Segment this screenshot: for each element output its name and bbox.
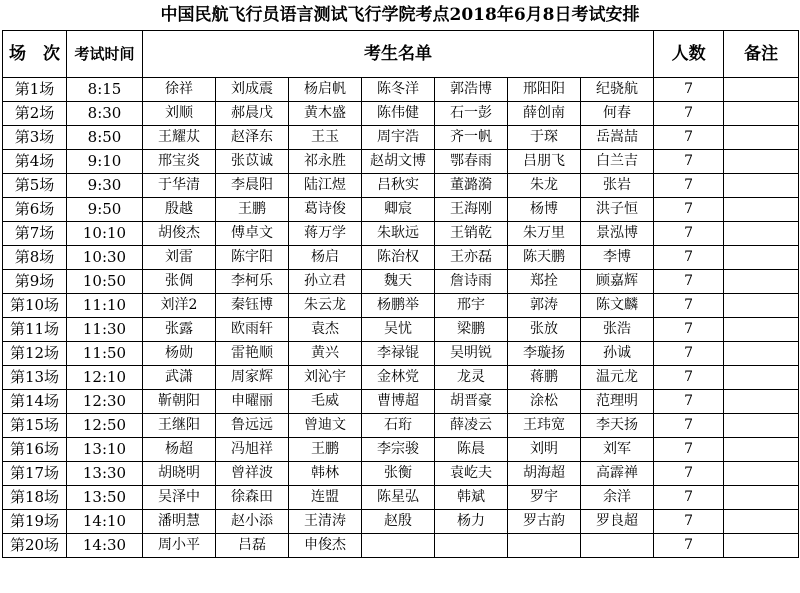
candidate-name-cell: 赵殷 (362, 510, 435, 534)
candidate-name-cell: 胡海超 (508, 462, 581, 486)
candidate-name-cell: 秦钰博 (216, 294, 289, 318)
candidate-name-cell: 赵泽东 (216, 126, 289, 150)
candidate-name-cell: 郭浩博 (435, 78, 508, 102)
candidate-name-cell: 雷艳顺 (216, 342, 289, 366)
candidate-name-cell: 刘顺 (143, 102, 216, 126)
candidate-name-cell: 王继阳 (143, 414, 216, 438)
table-row (3, 294, 799, 318)
table-row (3, 438, 799, 462)
table-row (3, 246, 799, 270)
candidate-name-cell: 张苡诚 (216, 150, 289, 174)
table-row (3, 222, 799, 246)
candidate-name-cell: 涂松 (508, 390, 581, 414)
candidate-name-cell: 郝晨戊 (216, 102, 289, 126)
header-row (3, 31, 799, 78)
session-cell: 第16场 (3, 438, 67, 462)
session-cell: 第6场 (3, 198, 67, 222)
remark-cell (724, 486, 799, 510)
candidate-name-cell: 王海刚 (435, 198, 508, 222)
candidate-name-cell: 曾祥波 (216, 462, 289, 486)
candidate-name-cell: 黄兴 (289, 342, 362, 366)
candidate-name-cell: 李天扬 (581, 414, 654, 438)
table-row (3, 390, 799, 414)
candidate-name-cell: 张岩 (581, 174, 654, 198)
count-cell: 7 (654, 198, 724, 222)
remark-cell (724, 294, 799, 318)
table-row (3, 270, 799, 294)
candidate-name-cell: 祁永胜 (289, 150, 362, 174)
time-cell: 13:30 (67, 462, 143, 486)
candidate-name-cell: 杨勋 (143, 342, 216, 366)
candidate-name-cell: 刘军 (581, 438, 654, 462)
remark-cell (724, 102, 799, 126)
session-cell: 第15场 (3, 414, 67, 438)
count-cell: 7 (654, 342, 724, 366)
candidate-name-cell: 杨鹏举 (362, 294, 435, 318)
count-cell: 7 (654, 102, 724, 126)
candidate-name-cell: 顾嘉辉 (581, 270, 654, 294)
candidate-name-cell: 龙灵 (435, 366, 508, 390)
count-cell: 7 (654, 366, 724, 390)
remark-cell (724, 198, 799, 222)
candidate-name-cell: 吕秋实 (362, 174, 435, 198)
time-cell: 9:50 (67, 198, 143, 222)
count-cell: 7 (654, 246, 724, 270)
candidate-name-cell: 陆江煜 (289, 174, 362, 198)
candidate-name-cell: 傅卓文 (216, 222, 289, 246)
count-cell: 7 (654, 438, 724, 462)
table-row (3, 174, 799, 198)
candidate-name-cell: 刘成震 (216, 78, 289, 102)
session-cell: 第11场 (3, 318, 67, 342)
candidate-name-cell: 吴忧 (362, 318, 435, 342)
remark-cell (724, 126, 799, 150)
header-remark: 备注 (724, 31, 799, 78)
candidate-name-cell: 范理明 (581, 390, 654, 414)
table-row (3, 126, 799, 150)
candidate-name-cell: 何春 (581, 102, 654, 126)
time-cell: 8:15 (67, 78, 143, 102)
header-count: 人数 (654, 31, 724, 78)
candidate-name-cell: 吴泽中 (143, 486, 216, 510)
count-cell: 7 (654, 318, 724, 342)
candidate-name-cell: 杨力 (435, 510, 508, 534)
table-row (3, 150, 799, 174)
session-cell: 第19场 (3, 510, 67, 534)
session-cell: 第18场 (3, 486, 67, 510)
time-cell: 11:10 (67, 294, 143, 318)
candidate-name-cell: 罗良超 (581, 510, 654, 534)
time-cell: 11:50 (67, 342, 143, 366)
remark-cell (724, 318, 799, 342)
candidate-name-cell: 邢阳阳 (508, 78, 581, 102)
table-row (3, 78, 799, 102)
count-cell: 7 (654, 270, 724, 294)
remark-cell (724, 366, 799, 390)
remark-cell (724, 510, 799, 534)
candidate-name-cell: 石珩 (362, 414, 435, 438)
session-cell: 第5场 (3, 174, 67, 198)
time-cell: 9:10 (67, 150, 143, 174)
candidate-name-cell: 胡俊杰 (143, 222, 216, 246)
remark-cell (724, 390, 799, 414)
time-cell: 9:30 (67, 174, 143, 198)
candidate-name-cell: 冯旭祥 (216, 438, 289, 462)
candidate-name-cell: 申俊杰 (289, 534, 362, 558)
candidate-name-cell: 胡晓明 (143, 462, 216, 486)
candidate-name-cell: 李璇扬 (508, 342, 581, 366)
candidate-name-cell: 鲁远远 (216, 414, 289, 438)
table-row (3, 318, 799, 342)
candidate-name-cell: 袁杰 (289, 318, 362, 342)
candidate-name-cell: 朱云龙 (289, 294, 362, 318)
count-cell: 7 (654, 126, 724, 150)
candidate-name-cell: 陈治权 (362, 246, 435, 270)
count-cell: 7 (654, 78, 724, 102)
candidate-name-cell: 连盟 (289, 486, 362, 510)
remark-cell (724, 246, 799, 270)
time-cell: 14:10 (67, 510, 143, 534)
candidate-name-cell: 欧雨轩 (216, 318, 289, 342)
candidate-name-cell: 申曜丽 (216, 390, 289, 414)
candidate-name-cell: 袁屹夫 (435, 462, 508, 486)
candidate-name-cell: 蒋鹏 (508, 366, 581, 390)
candidate-name-cell: 王鹏 (216, 198, 289, 222)
candidate-name-cell: 陈冬洋 (362, 78, 435, 102)
session-cell: 第12场 (3, 342, 67, 366)
time-cell: 11:30 (67, 318, 143, 342)
candidate-name-cell: 吴明锐 (435, 342, 508, 366)
time-cell: 12:10 (67, 366, 143, 390)
candidate-name-cell: 罗古韵 (508, 510, 581, 534)
candidate-name-cell: 李晨阳 (216, 174, 289, 198)
candidate-name-cell: 王清涛 (289, 510, 362, 534)
candidate-name-cell: 孙立君 (289, 270, 362, 294)
candidate-name-cell: 詹诗雨 (435, 270, 508, 294)
candidate-name-cell: 陈天鹏 (508, 246, 581, 270)
candidate-name-cell: 刘洋2 (143, 294, 216, 318)
count-cell: 7 (654, 222, 724, 246)
count-cell: 7 (654, 510, 724, 534)
candidate-name-cell: 黄木盛 (289, 102, 362, 126)
candidate-name-cell: 殷越 (143, 198, 216, 222)
candidate-name-cell: 纪骁航 (581, 78, 654, 102)
candidate-name-cell: 高霹禅 (581, 462, 654, 486)
candidate-name-cell: 陈伟健 (362, 102, 435, 126)
remark-cell (724, 174, 799, 198)
candidate-name-cell: 陈晨 (435, 438, 508, 462)
time-cell: 14:30 (67, 534, 143, 558)
candidate-name-cell: 薛凌云 (435, 414, 508, 438)
candidate-name-cell: 葛诗俊 (289, 198, 362, 222)
candidate-name-cell: 于华清 (143, 174, 216, 198)
candidate-name-cell: 张浩 (581, 318, 654, 342)
candidate-name-cell: 徐祥 (143, 78, 216, 102)
candidate-name-cell: 杨博 (508, 198, 581, 222)
time-cell: 8:50 (67, 126, 143, 150)
candidate-name-cell (581, 534, 654, 558)
candidate-name-cell: 温元龙 (581, 366, 654, 390)
time-cell: 12:30 (67, 390, 143, 414)
session-cell: 第2场 (3, 102, 67, 126)
candidate-name-cell: 王销乾 (435, 222, 508, 246)
session-cell: 第20场 (3, 534, 67, 558)
candidate-name-cell: 洪子恒 (581, 198, 654, 222)
candidate-name-cell (435, 534, 508, 558)
candidate-name-cell: 曾迪文 (289, 414, 362, 438)
candidate-name-cell (508, 534, 581, 558)
time-cell: 13:10 (67, 438, 143, 462)
candidate-name-cell: 张倜 (143, 270, 216, 294)
remark-cell (724, 462, 799, 486)
candidate-name-cell: 陈星弘 (362, 486, 435, 510)
candidate-name-cell: 金林党 (362, 366, 435, 390)
session-cell: 第4场 (3, 150, 67, 174)
table-row (3, 486, 799, 510)
candidate-name-cell: 孙诚 (581, 342, 654, 366)
remark-cell (724, 150, 799, 174)
table-row (3, 102, 799, 126)
candidate-name-cell: 董潞漪 (435, 174, 508, 198)
candidate-name-cell: 景泓博 (581, 222, 654, 246)
count-cell: 7 (654, 486, 724, 510)
candidate-name-cell: 邢宝炎 (143, 150, 216, 174)
page-title: 中国民航飞行员语言测试飞行学院考点2018年6月8日考试安排 (160, 5, 640, 25)
candidate-name-cell: 王鹏 (289, 438, 362, 462)
candidate-name-cell: 郑拴 (508, 270, 581, 294)
candidate-name-cell: 曹博超 (362, 390, 435, 414)
time-cell: 10:50 (67, 270, 143, 294)
session-cell: 第13场 (3, 366, 67, 390)
candidate-name-cell: 陈文麟 (581, 294, 654, 318)
remark-cell (724, 78, 799, 102)
count-cell: 7 (654, 174, 724, 198)
candidate-name-cell: 杨启帆 (289, 78, 362, 102)
candidate-name-cell: 王玉 (289, 126, 362, 150)
remark-cell (724, 222, 799, 246)
candidate-name-cell: 吕磊 (216, 534, 289, 558)
count-cell: 7 (654, 390, 724, 414)
candidate-name-cell: 鄂春雨 (435, 150, 508, 174)
table-row (3, 414, 799, 438)
candidate-name-cell: 王耀苁 (143, 126, 216, 150)
remark-cell (724, 414, 799, 438)
remark-cell (724, 534, 799, 558)
candidate-name-cell: 薛创南 (508, 102, 581, 126)
candidate-name-cell (362, 534, 435, 558)
session-cell: 第9场 (3, 270, 67, 294)
candidate-name-cell: 赵小添 (216, 510, 289, 534)
schedule-body (3, 78, 799, 558)
candidate-name-cell: 王亦磊 (435, 246, 508, 270)
candidate-name-cell: 余洋 (581, 486, 654, 510)
candidate-name-cell: 朱龙 (508, 174, 581, 198)
candidate-name-cell: 魏天 (362, 270, 435, 294)
candidate-name-cell: 李禄锟 (362, 342, 435, 366)
time-cell: 10:10 (67, 222, 143, 246)
candidate-name-cell: 周宇浩 (362, 126, 435, 150)
candidate-name-cell: 胡晋豪 (435, 390, 508, 414)
header-session: 场 次 (3, 31, 67, 78)
candidate-name-cell: 罗宇 (508, 486, 581, 510)
candidate-name-cell: 石一彭 (435, 102, 508, 126)
session-cell: 第8场 (3, 246, 67, 270)
count-cell: 7 (654, 462, 724, 486)
candidate-name-cell: 张衡 (362, 462, 435, 486)
table-row (3, 462, 799, 486)
count-cell: 7 (654, 294, 724, 318)
time-cell: 8:30 (67, 102, 143, 126)
candidate-name-cell: 张放 (508, 318, 581, 342)
session-cell: 第10场 (3, 294, 67, 318)
candidate-name-cell: 齐一帆 (435, 126, 508, 150)
candidate-name-cell: 毛威 (289, 390, 362, 414)
candidate-name-cell: 李柯乐 (216, 270, 289, 294)
candidate-name-cell: 郭涛 (508, 294, 581, 318)
table-row (3, 198, 799, 222)
candidate-name-cell: 靳朝阳 (143, 390, 216, 414)
candidate-name-cell: 刘沁宇 (289, 366, 362, 390)
table-row (3, 366, 799, 390)
candidate-name-cell: 于琛 (508, 126, 581, 150)
candidate-name-cell: 杨启 (289, 246, 362, 270)
time-cell: 13:50 (67, 486, 143, 510)
candidate-name-cell: 赵胡文博 (362, 150, 435, 174)
candidate-name-cell: 张露 (143, 318, 216, 342)
table-row (3, 534, 799, 558)
candidate-name-cell: 潘明慧 (143, 510, 216, 534)
session-cell: 第1场 (3, 78, 67, 102)
candidate-name-cell: 刘雷 (143, 246, 216, 270)
candidate-name-cell: 周家辉 (216, 366, 289, 390)
candidate-name-cell: 梁鹏 (435, 318, 508, 342)
candidate-name-cell: 徐森田 (216, 486, 289, 510)
candidate-name-cell: 李宗骏 (362, 438, 435, 462)
session-cell: 第3场 (3, 126, 67, 150)
candidate-name-cell: 卿宸 (362, 198, 435, 222)
candidate-name-cell: 朱耿远 (362, 222, 435, 246)
candidate-name-cell: 蒋万学 (289, 222, 362, 246)
candidate-name-cell: 杨超 (143, 438, 216, 462)
count-cell: 7 (654, 414, 724, 438)
candidate-name-cell: 白兰吉 (581, 150, 654, 174)
candidate-name-cell: 王玮宽 (508, 414, 581, 438)
candidate-name-cell: 邢宇 (435, 294, 508, 318)
candidate-name-cell: 吕朋飞 (508, 150, 581, 174)
candidate-name-cell: 韩林 (289, 462, 362, 486)
remark-cell (724, 270, 799, 294)
schedule-table (2, 30, 799, 558)
header-names: 考生名单 (143, 31, 654, 78)
candidate-name-cell: 韩斌 (435, 486, 508, 510)
candidate-name-cell: 刘明 (508, 438, 581, 462)
time-cell: 10:30 (67, 246, 143, 270)
candidate-name-cell: 陈宇阳 (216, 246, 289, 270)
session-cell: 第7场 (3, 222, 67, 246)
table-row (3, 342, 799, 366)
candidate-name-cell: 朱万里 (508, 222, 581, 246)
session-cell: 第14场 (3, 390, 67, 414)
candidate-name-cell: 武潇 (143, 366, 216, 390)
table-row (3, 510, 799, 534)
candidate-name-cell: 周小平 (143, 534, 216, 558)
remark-cell (724, 342, 799, 366)
remark-cell (724, 438, 799, 462)
count-cell: 7 (654, 534, 724, 558)
time-cell: 12:50 (67, 414, 143, 438)
header-time: 考试时间 (67, 31, 143, 78)
candidate-name-cell: 李博 (581, 246, 654, 270)
count-cell: 7 (654, 150, 724, 174)
session-cell: 第17场 (3, 462, 67, 486)
candidate-name-cell: 岳嵩喆 (581, 126, 654, 150)
